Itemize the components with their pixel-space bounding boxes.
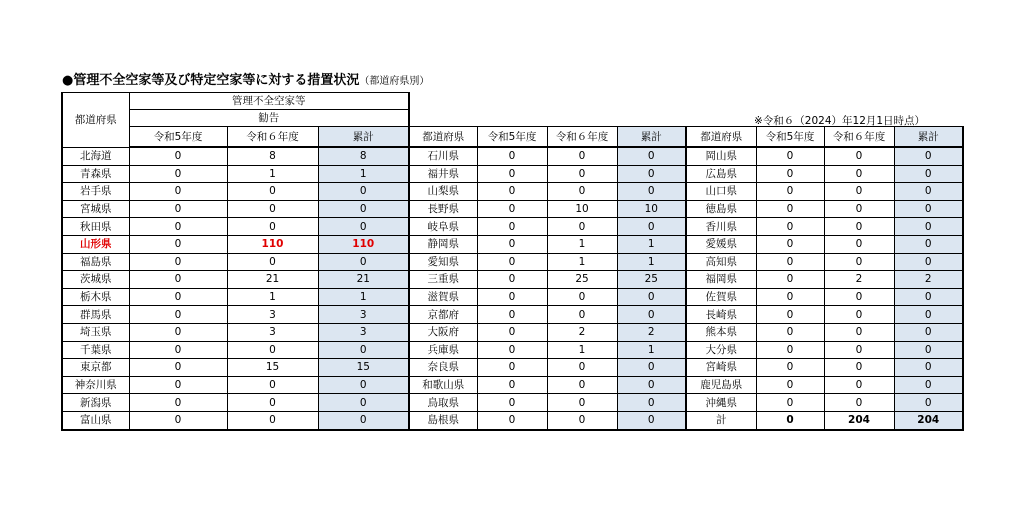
table-row xyxy=(62,200,963,218)
pref-name-cell: 兵庫県 xyxy=(409,341,477,359)
r6-cell: 0 xyxy=(824,253,894,271)
pref-name-cell: 熊本県 xyxy=(686,323,756,341)
cumulative-cell: 0 xyxy=(894,165,963,183)
table-row xyxy=(62,183,963,201)
pref-name-cell: 栃木県 xyxy=(62,288,129,306)
cumulative-cell: 15 xyxy=(318,359,409,377)
pref-name-cell: 福井県 xyxy=(409,165,477,183)
pref-name-cell: 宮崎県 xyxy=(686,359,756,377)
cumulative-cell: 0 xyxy=(894,306,963,324)
pref-name-cell: 石川県 xyxy=(409,147,477,165)
r5-cell: 0 xyxy=(129,218,227,236)
r6-cell: 110 xyxy=(227,235,318,253)
r5-cell: 0 xyxy=(129,253,227,271)
r5-cell: 0 xyxy=(477,271,547,289)
r6-cell: 0 xyxy=(824,147,894,165)
table-row xyxy=(62,341,963,359)
r6-cell: 0 xyxy=(227,394,318,412)
pref-name-cell: 千葉県 xyxy=(62,341,129,359)
r5-cell: 0 xyxy=(129,271,227,289)
pref-name-cell: 岡山県 xyxy=(686,147,756,165)
r5-cell: 0 xyxy=(129,288,227,306)
r5-cell: 0 xyxy=(129,165,227,183)
pref-name-cell: 新潟県 xyxy=(62,394,129,412)
r6-cell: 0 xyxy=(227,253,318,271)
cumulative-cell: 3 xyxy=(318,323,409,341)
r5-cell: 0 xyxy=(129,200,227,218)
r6-cell: 0 xyxy=(824,359,894,377)
r5-cell: 0 xyxy=(756,253,824,271)
pref-name-cell: 山梨県 xyxy=(409,183,477,201)
cumulative-cell: 0 xyxy=(894,323,963,341)
pref-name-cell: 宮城県 xyxy=(62,200,129,218)
r5-cell: 0 xyxy=(756,235,824,253)
cumulative-cell: 0 xyxy=(894,376,963,394)
pref-name-cell: 鹿児島県 xyxy=(686,376,756,394)
cumulative-cell: 1 xyxy=(617,253,686,271)
cumulative-cell: 0 xyxy=(617,147,686,165)
r5-cell: 0 xyxy=(756,323,824,341)
r6-cell: 2 xyxy=(547,323,617,341)
r6-cell: 8 xyxy=(227,147,318,165)
r6-cell: 0 xyxy=(824,288,894,306)
pref-name-cell: 広島県 xyxy=(686,165,756,183)
r5-cell: 0 xyxy=(756,165,824,183)
r5-cell: 0 xyxy=(756,359,824,377)
r6-cell: 0 xyxy=(547,147,617,165)
r6-cell: 0 xyxy=(227,411,318,429)
cumulative-cell: 0 xyxy=(318,376,409,394)
table-row xyxy=(62,165,963,183)
table-row xyxy=(62,306,963,324)
col-r6-3: 令和６年度 xyxy=(824,127,894,148)
pref-name-cell: 滋賀県 xyxy=(409,288,477,306)
r5-cell: 0 xyxy=(756,288,824,306)
cumulative-cell: 0 xyxy=(617,359,686,377)
r5-cell: 0 xyxy=(129,306,227,324)
col-r5-3: 令和5年度 xyxy=(756,127,824,148)
r6-cell: 0 xyxy=(824,306,894,324)
cumulative-cell: 3 xyxy=(318,306,409,324)
cumulative-cell: 0 xyxy=(894,359,963,377)
r5-cell: 0 xyxy=(477,411,547,429)
cumulative-cell: 1 xyxy=(318,288,409,306)
table-row xyxy=(62,394,963,412)
pref-name-cell: 茨城県 xyxy=(62,271,129,289)
r6-cell: 0 xyxy=(824,376,894,394)
cumulative-cell: 0 xyxy=(318,218,409,236)
pref-name-cell: 佐賀県 xyxy=(686,288,756,306)
r6-cell: 0 xyxy=(547,394,617,412)
r5-cell: 0 xyxy=(477,376,547,394)
pref-name-cell: 愛知県 xyxy=(409,253,477,271)
pref-name-cell: 香川県 xyxy=(686,218,756,236)
pref-name-cell: 長崎県 xyxy=(686,306,756,324)
cumulative-cell: 0 xyxy=(617,376,686,394)
cumulative-cell: 0 xyxy=(894,200,963,218)
header-group: 管理不全空家等 xyxy=(129,93,409,110)
cumulative-cell: 0 xyxy=(318,394,409,412)
pref-name-cell: 長野県 xyxy=(409,200,477,218)
table-row xyxy=(62,411,963,429)
cumulative-cell: 0 xyxy=(617,183,686,201)
cumulative-cell: 0 xyxy=(617,218,686,236)
r5-cell: 0 xyxy=(477,200,547,218)
r6-cell: 0 xyxy=(547,183,617,201)
cumulative-cell: 0 xyxy=(894,183,963,201)
pref-name-cell: 大阪府 xyxy=(409,323,477,341)
cumulative-cell: 0 xyxy=(894,394,963,412)
r6-cell: 1 xyxy=(227,288,318,306)
cumulative-cell: 0 xyxy=(894,147,963,165)
cumulative-cell: 1 xyxy=(617,341,686,359)
pref-name-cell: 大分県 xyxy=(686,341,756,359)
r5-cell: 0 xyxy=(477,323,547,341)
cumulative-cell: 0 xyxy=(318,411,409,429)
cumulative-cell: 8 xyxy=(318,147,409,165)
r6-cell: 0 xyxy=(547,218,617,236)
r5-cell: 0 xyxy=(756,183,824,201)
cumulative-cell: 10 xyxy=(617,200,686,218)
pref-name-cell: 三重県 xyxy=(409,271,477,289)
pref-name-cell: 東京都 xyxy=(62,359,129,377)
pref-name-cell: 秋田県 xyxy=(62,218,129,236)
pref-name-cell: 島根県 xyxy=(409,411,477,429)
r5-cell: 0 xyxy=(477,288,547,306)
header-pref: 都道府県 xyxy=(62,93,129,148)
r5-cell: 0 xyxy=(129,183,227,201)
cumulative-cell: 0 xyxy=(318,183,409,201)
r6-cell: 1 xyxy=(547,341,617,359)
date-note: ※令和６（2024）年12月1日時点） xyxy=(754,115,926,127)
r5-cell: 0 xyxy=(477,235,547,253)
r6-cell: 15 xyxy=(227,359,318,377)
r5-cell: 0 xyxy=(756,411,824,429)
cumulative-cell: 204 xyxy=(894,411,963,429)
r6-cell: 0 xyxy=(227,218,318,236)
cumulative-cell: 25 xyxy=(617,271,686,289)
r6-cell: 0 xyxy=(227,341,318,359)
col-r6: 令和６年度 xyxy=(227,127,318,148)
r6-cell: 0 xyxy=(824,165,894,183)
cumulative-cell: 0 xyxy=(617,306,686,324)
cumulative-cell: 0 xyxy=(617,394,686,412)
cumulative-cell: 0 xyxy=(894,218,963,236)
pref-name-cell: 岩手県 xyxy=(62,183,129,201)
r5-cell: 0 xyxy=(477,359,547,377)
cumulative-cell: 0 xyxy=(617,288,686,306)
r5-cell: 0 xyxy=(756,306,824,324)
cumulative-cell: 0 xyxy=(318,341,409,359)
col-cum-3: 累計 xyxy=(894,127,963,148)
r5-cell: 0 xyxy=(129,323,227,341)
pref-name-cell: 山口県 xyxy=(686,183,756,201)
r5-cell: 0 xyxy=(129,341,227,359)
table-row xyxy=(62,288,963,306)
pref-name-cell: 青森県 xyxy=(62,165,129,183)
r5-cell: 0 xyxy=(129,394,227,412)
table-row xyxy=(62,271,963,289)
cumulative-cell: 0 xyxy=(318,253,409,271)
r5-cell: 0 xyxy=(477,147,547,165)
r6-cell: 0 xyxy=(824,394,894,412)
r6-cell: 204 xyxy=(824,411,894,429)
pref-name-cell: 山形県 xyxy=(62,235,129,253)
cumulative-cell: 0 xyxy=(617,165,686,183)
r5-cell: 0 xyxy=(756,376,824,394)
r6-cell: 0 xyxy=(824,200,894,218)
r5-cell: 0 xyxy=(129,359,227,377)
r5-cell: 0 xyxy=(756,341,824,359)
cumulative-cell: 21 xyxy=(318,271,409,289)
pref-name-cell: 沖縄県 xyxy=(686,394,756,412)
cumulative-cell: 0 xyxy=(894,341,963,359)
r6-cell: 0 xyxy=(547,306,617,324)
pref-name-cell: 富山県 xyxy=(62,411,129,429)
r5-cell: 0 xyxy=(477,394,547,412)
cumulative-cell: 0 xyxy=(894,288,963,306)
pref-name-cell: 岐阜県 xyxy=(409,218,477,236)
r5-cell: 0 xyxy=(129,411,227,429)
cumulative-cell: 1 xyxy=(318,165,409,183)
pref-name-cell: 鳥取県 xyxy=(409,394,477,412)
r5-cell: 0 xyxy=(756,218,824,236)
r6-cell: 0 xyxy=(227,200,318,218)
table-row xyxy=(62,359,963,377)
r6-cell: 0 xyxy=(824,218,894,236)
col-r6-2: 令和６年度 xyxy=(547,127,617,148)
pref-name-cell: 群馬県 xyxy=(62,306,129,324)
r5-cell: 0 xyxy=(477,218,547,236)
r6-cell: 10 xyxy=(547,200,617,218)
table-title: ●管理不全空家等及び特定空家等に対する措置状況（都道府県別） xyxy=(62,73,430,88)
col-r5: 令和5年度 xyxy=(129,127,227,148)
pref-name-cell: 福岡県 xyxy=(686,271,756,289)
r5-cell: 0 xyxy=(756,200,824,218)
cumulative-cell: 0 xyxy=(617,411,686,429)
pref-name-cell: 福島県 xyxy=(62,253,129,271)
r5-cell: 0 xyxy=(756,271,824,289)
r6-cell: 25 xyxy=(547,271,617,289)
r5-cell: 0 xyxy=(129,235,227,253)
table-row xyxy=(62,376,963,394)
r5-cell: 0 xyxy=(129,376,227,394)
cumulative-cell: 0 xyxy=(318,200,409,218)
cumulative-cell: 0 xyxy=(894,253,963,271)
r5-cell: 0 xyxy=(477,183,547,201)
r5-cell: 0 xyxy=(756,147,824,165)
r6-cell: 0 xyxy=(547,376,617,394)
pref-name-cell: 愛媛県 xyxy=(686,235,756,253)
r5-cell: 0 xyxy=(477,306,547,324)
r6-cell: 0 xyxy=(824,323,894,341)
measures-table xyxy=(61,92,964,431)
r6-cell: 0 xyxy=(824,183,894,201)
pref-name-cell: 神奈川県 xyxy=(62,376,129,394)
r6-cell: 0 xyxy=(547,411,617,429)
r5-cell: 0 xyxy=(477,165,547,183)
table-row xyxy=(62,323,963,341)
col-r5-2: 令和5年度 xyxy=(477,127,547,148)
table-title-sub: （都道府県別） xyxy=(359,76,430,87)
table-row xyxy=(62,218,963,236)
table-row xyxy=(62,235,963,253)
col-cum: 累計 xyxy=(318,127,409,148)
pref-name-cell: 北海道 xyxy=(62,147,129,165)
pref-name-cell: 京都府 xyxy=(409,306,477,324)
cumulative-cell: 110 xyxy=(318,235,409,253)
pref-name-cell: 埼玉県 xyxy=(62,323,129,341)
r6-cell: 0 xyxy=(547,359,617,377)
cumulative-cell: 2 xyxy=(617,323,686,341)
r6-cell: 1 xyxy=(547,235,617,253)
cumulative-cell: 0 xyxy=(894,235,963,253)
r6-cell: 2 xyxy=(824,271,894,289)
pref-name-cell: 徳島県 xyxy=(686,200,756,218)
r6-cell: 0 xyxy=(824,341,894,359)
r6-cell: 1 xyxy=(227,165,318,183)
header-pref-2: 都道府県 xyxy=(409,127,477,148)
r5-cell: 0 xyxy=(756,394,824,412)
r6-cell: 0 xyxy=(227,183,318,201)
cumulative-cell: 2 xyxy=(894,271,963,289)
col-cum-2: 累計 xyxy=(617,127,686,148)
header-pref-3: 都道府県 xyxy=(686,127,756,148)
pref-name-cell: 高知県 xyxy=(686,253,756,271)
pref-name-cell: 静岡県 xyxy=(409,235,477,253)
pref-name-cell: 奈良県 xyxy=(409,359,477,377)
cumulative-cell: 1 xyxy=(617,235,686,253)
r6-cell: 21 xyxy=(227,271,318,289)
pref-name-cell: 和歌山県 xyxy=(409,376,477,394)
r6-cell: 0 xyxy=(547,288,617,306)
r6-cell: 0 xyxy=(824,235,894,253)
r6-cell: 3 xyxy=(227,306,318,324)
r5-cell: 0 xyxy=(477,253,547,271)
r6-cell: 1 xyxy=(547,253,617,271)
header-subgroup: 勧告 xyxy=(129,110,409,127)
r5-cell: 0 xyxy=(477,341,547,359)
r6-cell: 0 xyxy=(227,376,318,394)
table-row xyxy=(62,147,963,165)
table-row xyxy=(62,253,963,271)
r5-cell: 0 xyxy=(129,147,227,165)
r6-cell: 3 xyxy=(227,323,318,341)
r6-cell: 0 xyxy=(547,165,617,183)
pref-name-cell: 計 xyxy=(686,411,756,429)
